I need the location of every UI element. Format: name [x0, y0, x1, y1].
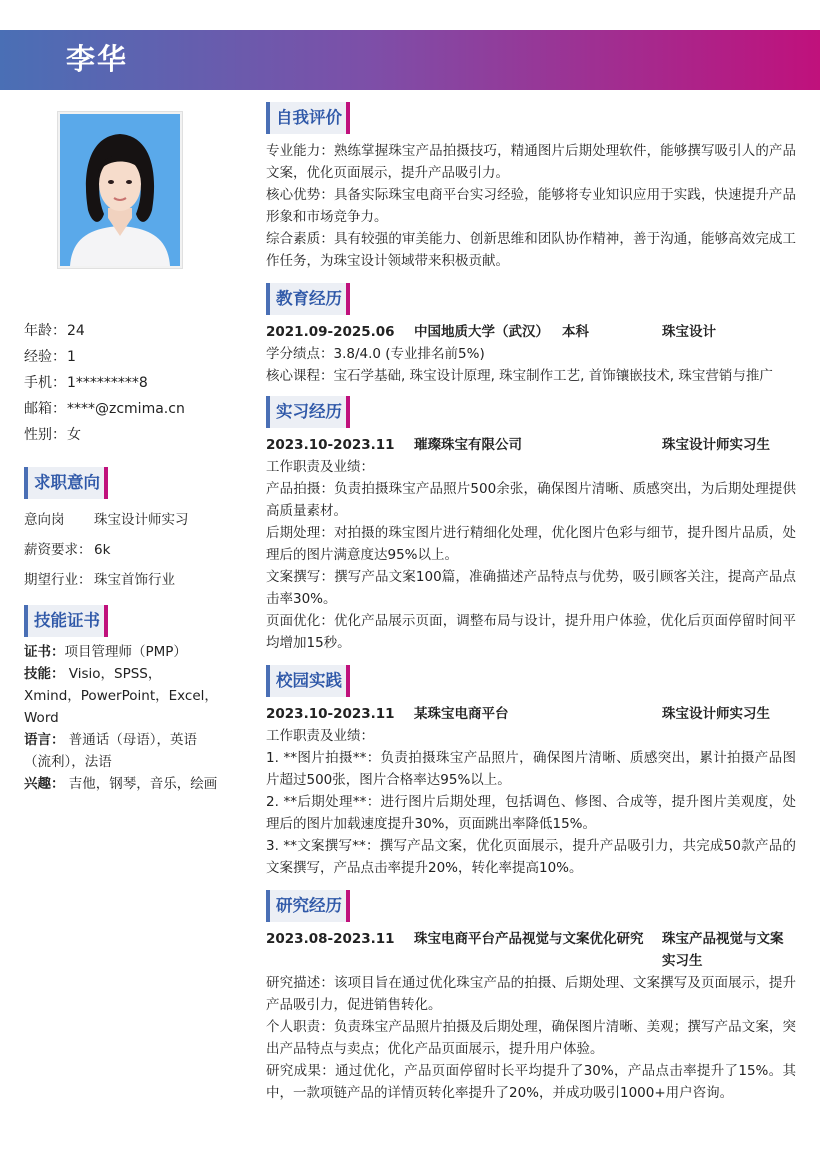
internship-detail: 工作职责及业绩：	[266, 459, 374, 475]
research-project: 珠宝电商平台产品视觉与文案优化研究	[414, 931, 644, 947]
education-detail: 核心课程：宝石学基础, 珠宝设计原理, 珠宝制作工艺, 首饰镶嵌技术, 珠宝营销与推广	[266, 368, 773, 384]
section-title-campus: 校园实践	[266, 665, 350, 697]
campus-date: 2023.10-2023.11	[266, 706, 395, 722]
info-row-experience	[24, 344, 218, 370]
intention-row-salary	[24, 535, 218, 565]
skill-value: 吉他，钢琴，音乐，绘画	[64, 776, 218, 792]
self-eval-paragraph: 核心优势：具备实际珠宝电商平台实习经验，能够将专业知识应用于实践，快速提升产品形象和市场竞争力。	[266, 187, 796, 225]
internship-date: 2023.10-2023.11	[266, 437, 395, 453]
intention-label: 薪资要求：	[24, 542, 92, 558]
research-role: 珠宝产品视觉与文案实习生	[662, 931, 784, 969]
section-title-intention: 求职意向	[24, 467, 108, 499]
info-row-age	[24, 318, 218, 344]
campus-role: 珠宝设计师实习生	[662, 706, 770, 722]
skills-section	[24, 605, 218, 795]
skill-item-hobbies	[24, 773, 218, 795]
education-degree: 本科	[562, 324, 589, 340]
self-eval-section	[266, 102, 796, 272]
campus-org: 某珠宝电商平台	[414, 706, 509, 722]
intention-row-position	[24, 505, 218, 535]
intention-row-industry	[24, 565, 218, 595]
campus-detail: 工作职责及业绩：	[266, 728, 374, 744]
info-row-email	[24, 396, 218, 422]
skill-label: 语言：	[24, 732, 65, 748]
skill-value: 项目管理师（PMP）	[64, 644, 187, 660]
internship-detail: 产品拍摄：负责拍摄珠宝产品照片500余张，确保图片清晰、质感突出，为后期处理提供高质量素材。	[266, 481, 796, 519]
skill-value: 普通话（母语），英语（流利），法语	[24, 732, 198, 770]
left-column	[24, 318, 218, 795]
intention-label: 期望行业：	[24, 572, 92, 588]
info-row-gender	[24, 422, 218, 448]
intention-value: 珠宝设计师实习	[94, 512, 189, 528]
research-detail: 研究成果：通过优化，产品页面停留时长平均提升了30%，产品点击率提升了15%。其中，一款项链产品的详情页转化率提升了20%，并成功吸引1000+用户咨询。	[266, 1063, 796, 1101]
research-header	[266, 928, 796, 972]
research-detail: 个人职责：负责珠宝产品照片拍摄及后期处理，确保图片清晰、美观；撰写产品文案，突出产品特点与卖点；优化产品页面展示，提升用户体验。	[266, 1019, 796, 1057]
research-detail: 研究描述：该项目旨在通过优化珠宝产品的拍摄、后期处理、文案撰写及页面展示，提升产品吸引力，促进销售转化。	[266, 975, 796, 1013]
skill-item-tools	[24, 663, 218, 729]
skill-item-certificate	[24, 641, 218, 663]
education-major: 珠宝设计	[662, 324, 716, 340]
intention-label: 意向岗	[24, 512, 65, 528]
info-label: 性别：	[24, 427, 66, 443]
skill-item-language	[24, 729, 218, 773]
info-label: 年龄：	[24, 323, 66, 339]
intention-section	[24, 467, 218, 595]
skill-label: 兴趣：	[24, 776, 65, 792]
education-detail: 学分绩点：3.8/4.0 (专业排名前5%)	[266, 346, 485, 362]
skill-label: 证书：	[24, 644, 65, 660]
section-title-self-eval: 自我评价	[266, 102, 350, 134]
campus-section	[266, 665, 796, 879]
research-date: 2023.08-2023.11	[266, 931, 395, 947]
skill-label: 技能：	[24, 666, 65, 682]
campus-detail: 2. **后期处理**：进行图片后期处理，包括调色、修图、合成等，提升图片美观度，处理后的图片加载速度提升30%，页面跳出率降低15%。	[266, 794, 796, 832]
info-value: 1*********8	[67, 375, 148, 391]
internship-header	[266, 434, 796, 456]
info-value: ****@zcmima.cn	[67, 401, 185, 417]
section-title-education: 教育经历	[266, 283, 350, 315]
internship-detail: 文案撰写：撰写产品文案100篇，准确描述产品特点与优势，吸引顾客关注，提高产品点击率30%。	[266, 569, 796, 607]
self-eval-paragraph: 综合素质：具有较强的审美能力、创新思维和团队协作精神，善于沟通，能够高效完成工作任务，为珠宝设计领域带来积极贡献。	[266, 231, 796, 269]
section-title-research: 研究经历	[266, 890, 350, 922]
info-value: 女	[67, 427, 81, 443]
internship-detail: 页面优化：优化产品展示页面，调整布局与设计，提升用户体验，优化后页面停留时间平均增加15秒。	[266, 613, 796, 651]
candidate-name: 李华	[66, 42, 129, 76]
skill-value: Visio，SPSS，Xmind，PowerPoint，Excel，Word	[24, 666, 218, 726]
info-label: 经验：	[24, 349, 66, 365]
intention-value: 6k	[94, 542, 111, 558]
education-section	[266, 283, 796, 387]
education-date: 2021.09-2025.06	[266, 324, 395, 340]
campus-detail: 3. **文案撰写**：撰写产品文案，优化页面展示，提升产品吸引力，共完成50款产品的文案撰写，产品点击率提升20%，转化率提高10%。	[266, 838, 796, 876]
research-section	[266, 890, 796, 1104]
info-row-phone	[24, 370, 218, 396]
self-eval-paragraph: 专业能力：熟练掌握珠宝产品拍摄技巧，精通图片后期处理软件，能够撰写吸引人的产品文案，优化页面展示，提升产品吸引力。	[266, 143, 796, 181]
section-title-skills: 技能证书	[24, 605, 108, 637]
intention-value: 珠宝首饰行业	[94, 572, 175, 588]
info-value: 24	[67, 323, 85, 339]
right-column	[266, 102, 796, 1104]
profile-photo	[57, 111, 183, 269]
section-title-internship: 实习经历	[266, 396, 350, 428]
info-value: 1	[67, 349, 76, 365]
education-header	[266, 321, 796, 343]
internship-detail: 后期处理：对拍摄的珠宝图片进行精细化处理，优化图片色彩与细节，提升图片品质，处理后的图片满意度达95%以上。	[266, 525, 796, 563]
internship-section	[266, 396, 796, 654]
photo-background	[60, 114, 180, 266]
education-school: 中国地质大学（武汉）	[414, 324, 549, 340]
personal-info	[24, 318, 218, 448]
campus-detail: 1. **图片拍摄**：负责拍摄珠宝产品照片，确保图片清晰、质感突出，累计拍摄产品图片超过500张，图片合格率达95%以上。	[266, 750, 796, 788]
internship-role: 珠宝设计师实习生	[662, 437, 770, 453]
campus-header	[266, 703, 796, 725]
info-label: 邮箱：	[24, 401, 66, 417]
info-label: 手机：	[24, 375, 66, 391]
internship-company: 璀璨珠宝有限公司	[414, 437, 522, 453]
header-banner	[0, 30, 820, 90]
portrait-illustration	[60, 114, 180, 266]
